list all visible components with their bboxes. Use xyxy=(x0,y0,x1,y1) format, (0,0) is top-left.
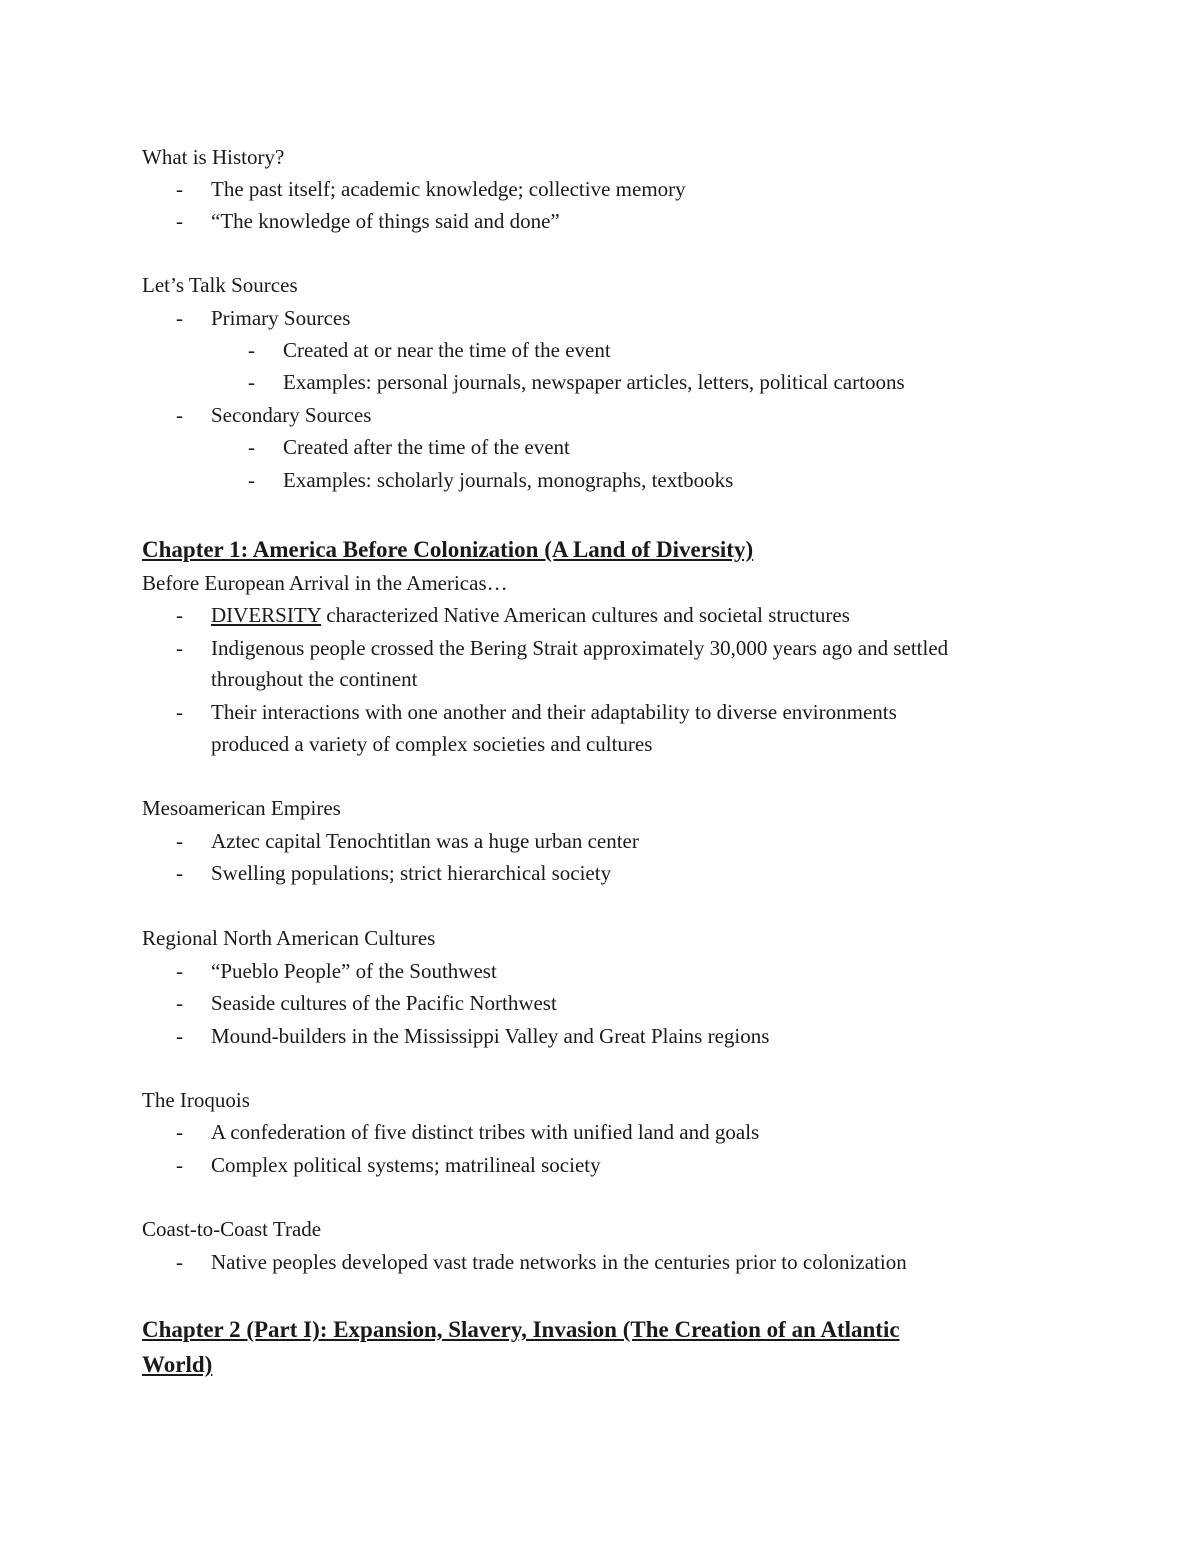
bullet-dash: - xyxy=(248,468,255,492)
bullet-dash: - xyxy=(176,177,183,201)
bullet-dash: - xyxy=(176,403,183,427)
section-heading: The Iroquois xyxy=(142,1088,250,1112)
section-heading: Regional North American Cultures xyxy=(142,926,436,950)
list-item-continued: throughout the continent xyxy=(211,667,418,691)
list-item: A confederation of five distinct tribes with unified land and goals xyxy=(211,1120,760,1144)
bullet-dash: - xyxy=(176,209,183,233)
chapter-2-title-continued: World) xyxy=(142,1352,213,1377)
bullet-dash: - xyxy=(176,959,183,983)
chapter-2-title: Chapter 2 (Part I): Expansion, Slavery, Invasion (The Creation of an Atlantic xyxy=(142,1317,900,1342)
list-item: “The knowledge of things said and done” xyxy=(211,209,560,233)
list-item: Mound-builders in the Mississippi Valley and Great Plains regions xyxy=(211,1024,770,1048)
bullet-dash: - xyxy=(176,829,183,853)
bullet-dash: - xyxy=(176,636,183,660)
sub-list-item: Examples: scholarly journals, monographs, textbooks xyxy=(283,468,734,492)
chapter-intro: Before European Arrival in the Americas… xyxy=(142,571,508,595)
list-item: “Pueblo People” of the Southwest xyxy=(211,959,497,983)
bullet-dash: - xyxy=(176,1250,183,1274)
section-heading: What is History? xyxy=(142,145,285,169)
bullet-dash: - xyxy=(248,370,255,394)
sub-list-item: Examples: personal journals, newspaper articles, letters, political cartoons xyxy=(283,370,905,394)
list-item: Indigenous people crossed the Bering Strait approximately 30,000 years ago and settled xyxy=(211,636,949,660)
chapter-1-title: Chapter 1: America Before Colonization (A Land of Diversity) xyxy=(142,537,754,562)
section-heading: Coast-to-Coast Trade xyxy=(142,1217,322,1241)
list-item: Their interactions with one another and their adaptability to diverse environments xyxy=(211,700,897,724)
list-item: Seaside cultures of the Pacific Northwest xyxy=(211,991,557,1015)
bullet-dash: - xyxy=(248,435,255,459)
list-item: Native peoples developed vast trade networks in the centuries prior to colonization xyxy=(211,1250,907,1274)
sub-list-item: Created at or near the time of the event xyxy=(283,338,611,362)
list-item: The past itself; academic knowledge; collective memory xyxy=(211,177,686,201)
list-item: Swelling populations; strict hierarchical society xyxy=(211,861,612,885)
bullet-dash: - xyxy=(176,991,183,1015)
bullet-dash: - xyxy=(248,338,255,362)
section-heading: Let’s Talk Sources xyxy=(142,273,298,297)
bullet-dash: - xyxy=(176,861,183,885)
sub-list-item: Created after the time of the event xyxy=(283,435,570,459)
bullet-dash: - xyxy=(176,1120,183,1144)
bullet-dash: - xyxy=(176,700,183,724)
list-item: Aztec capital Tenochtitlan was a huge urban center xyxy=(211,829,639,853)
bullet-dash: - xyxy=(176,1153,183,1177)
list-item-continued: produced a variety of complex societies and cultures xyxy=(211,732,653,756)
bullet-dash: - xyxy=(176,603,183,627)
list-item: Primary Sources xyxy=(211,306,351,330)
list-item-text: characterized Native American cultures and societal structures xyxy=(321,603,850,627)
bullet-dash: - xyxy=(176,1024,183,1048)
list-item: Complex political systems; matrilineal society xyxy=(211,1153,601,1177)
list-item xyxy=(211,601,850,629)
list-item: Secondary Sources xyxy=(211,403,372,427)
emphasis-word: DIVERSITY xyxy=(211,603,322,627)
bullet-dash: - xyxy=(176,306,183,330)
section-heading: Mesoamerican Empires xyxy=(142,796,341,820)
